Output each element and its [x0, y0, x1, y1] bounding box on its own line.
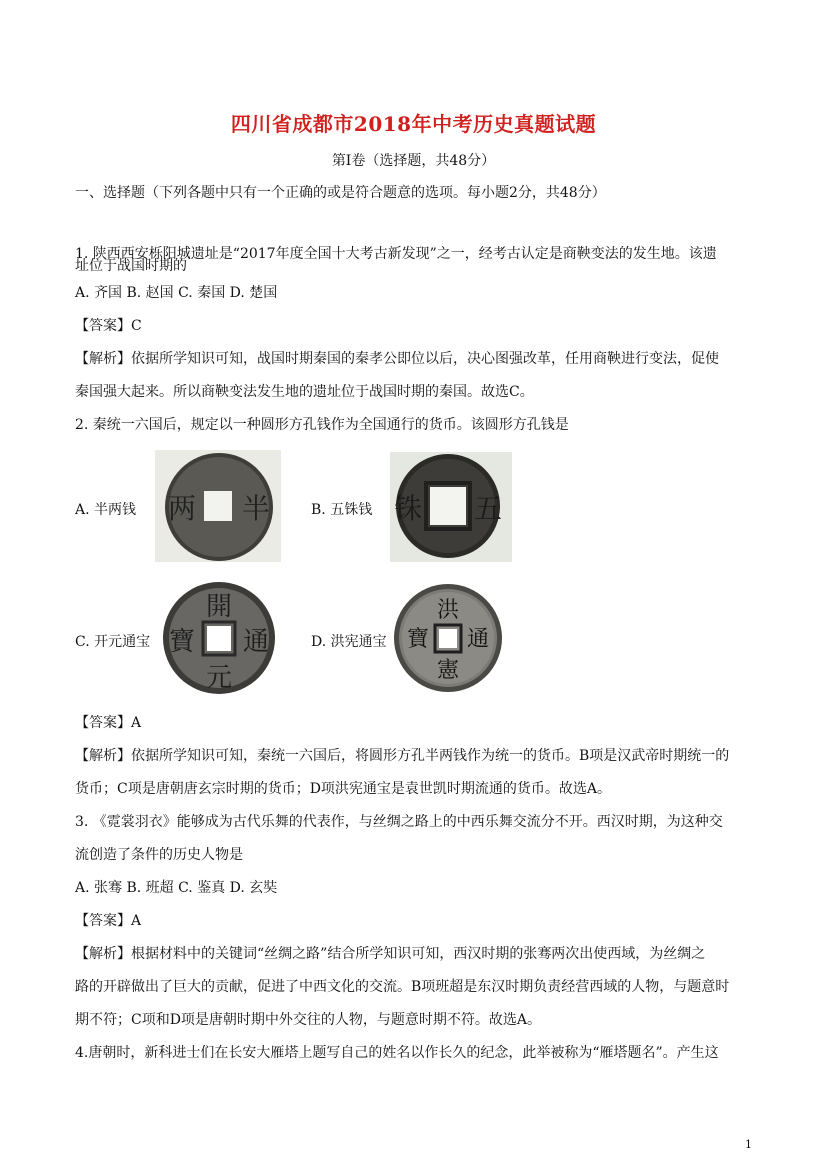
- q3-analysis-line-1: 【解析】根据材料中的关键词“丝绸之路”结合所学知识可知，西汉时期的张骞两次出使西域，为丝绸之: [75, 946, 706, 962]
- q2-option-b-coin-image: [390, 452, 512, 562]
- q3-stem-line-1: 3. 《霓裳羽衣》能够成为古代乐舞的代表作，与丝绸之路上的中西乐舞交流分不开。西汉时期，为这种交: [75, 814, 723, 830]
- page-number: 1: [745, 1138, 752, 1151]
- q2-option-a-coin-char-right: 半: [241, 492, 271, 525]
- q3-analysis-line-2: 路的开辟做出了巨大的贡献，促进了中西文化的交流。B项班超是东汉时期负责经营西域的人物，与题意时: [75, 979, 730, 995]
- page-title: 四川省成都市2018年中考历史真题试题: [230, 112, 597, 136]
- q2-option-d-coin-image: [392, 583, 504, 693]
- q3-options: A. 张骞 B. 班超 C. 鉴真 D. 玄奘: [75, 880, 278, 896]
- q2-analysis-line-2: 货币；C项是唐朝唐玄宗时期的货币；D项洪宪通宝是袁世凯时期流通的货币。故选A。: [75, 781, 612, 797]
- q2-option-a-label: A. 半两钱: [75, 502, 137, 518]
- q2-option-d-coin-char-top: 洪: [436, 598, 460, 623]
- section-heading: 一、选择题（下列各题中只有一个正确的或是符合题意的选项。每小题2分，共48分）: [75, 185, 606, 201]
- q2-analysis-line-1: 【解析】依据所学知识可知，秦统一六国后，将圆形方孔半两钱作为统一的货币。B项是汉武帝时期统一的: [75, 748, 730, 764]
- q2-option-c-label: C. 开元通宝: [75, 634, 151, 650]
- q2-stem: 2. 秦统一六国后，规定以一种圆形方孔钱作为全国通行的货币。该圆形方孔钱是: [75, 417, 569, 433]
- q3-stem-line-2: 流创造了条件的历史人物是: [75, 847, 243, 863]
- q2-option-c-coin-image: [155, 580, 281, 695]
- q2-option-d-coin-char-right: 通: [466, 627, 490, 652]
- q1-analysis-line-2: 秦国强大起来。所以商鞅变法发生地的遗址位于战国时期的秦国。故选C。: [75, 384, 534, 400]
- q2-option-c-coin-char-top: 開: [205, 592, 233, 622]
- q2-option-d-coin-char-bottom: 憲: [436, 658, 460, 683]
- q2-answer: 【答案】A: [75, 715, 142, 731]
- q1-answer: 【答案】C: [75, 318, 142, 334]
- q1-stem-line-1: 1. 陕西西安栎阳城遗址是“2017年度全国十大考古新发现”之一，经考古认定是商鞅变法的发生地。该遗: [75, 246, 717, 262]
- q2-option-d-label: D. 洪宪通宝: [311, 634, 387, 650]
- q2-option-c-coin-char-right: 通: [242, 627, 270, 657]
- q3-analysis-line-3: 期不符；C项和D项是唐朝时期中外交往的人物，与题意时期不符。故选A。: [75, 1012, 542, 1028]
- q1-options: A. 齐国 B. 赵国 C. 秦国 D. 楚国: [75, 285, 278, 301]
- q2-option-b-coin-char-left: 铢: [393, 492, 423, 525]
- q2-option-a-coin-char-left: 两: [167, 492, 197, 525]
- q2-option-b-coin-char-right: 五: [473, 492, 503, 525]
- q2-option-c-coin-char-left: 寶: [168, 627, 196, 657]
- q2-option-b-label: B. 五铢钱: [311, 502, 373, 518]
- q2-option-a-coin-image: [155, 450, 281, 562]
- section-subtitle: 第Ⅰ卷（选择题，共48分）: [331, 153, 496, 169]
- q2-option-d-coin-char-left: 寶: [406, 627, 430, 652]
- q1-analysis-line-1: 【解析】依据所学知识可知，战国时期秦国的秦孝公即位以后，决心图强改革，任用商鞅进行变法，促使: [75, 351, 719, 367]
- q3-answer: 【答案】A: [75, 913, 142, 929]
- q1-stem-line-2: 址位于战国时期的: [75, 258, 187, 274]
- q2-option-c-coin-char-bottom: 元: [205, 663, 233, 693]
- q4-stem-line-1: 4.唐朝时，新科进士们在长安大雁塔上题写自己的姓名以作长久的纪念，此举被称为“雁塔题名”。产生这: [75, 1045, 719, 1061]
